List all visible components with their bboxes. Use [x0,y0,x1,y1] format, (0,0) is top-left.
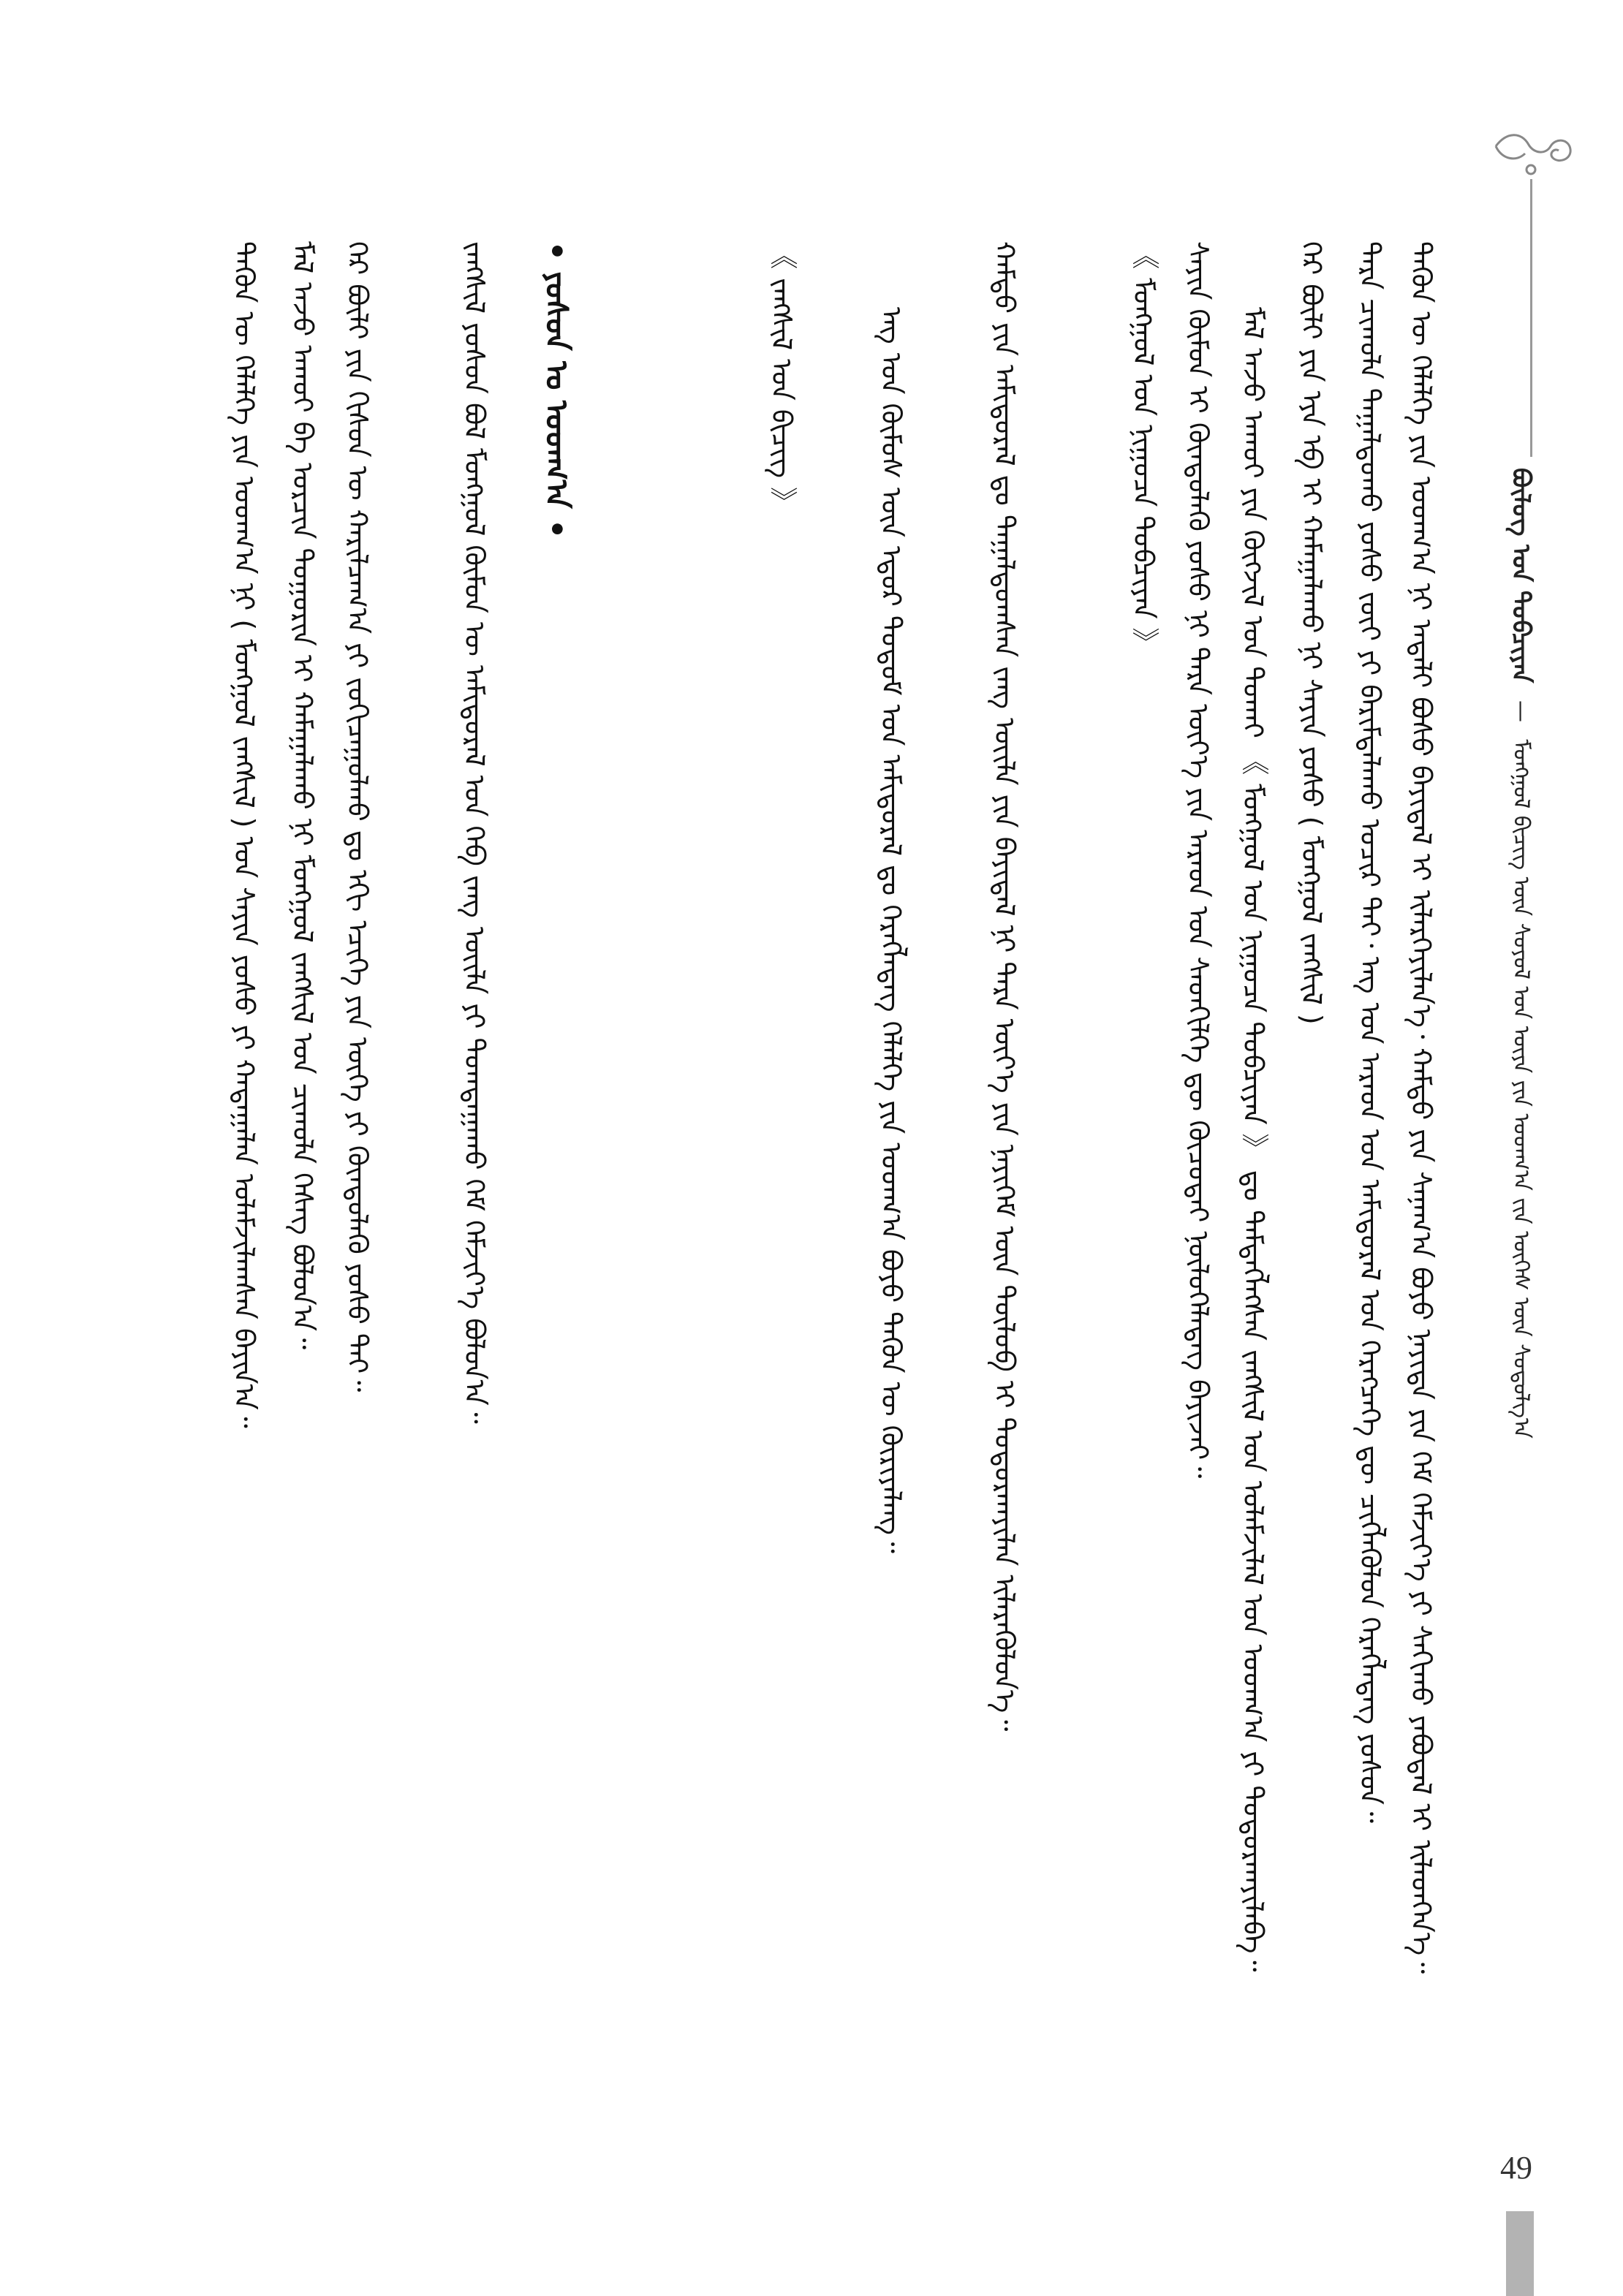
text-column: ᠭᠡᠷ ᠪᠦᠯᠢ ᠶᠢᠨ ᠭᠢᠰᠦᠨ ᠦ ᠬᠠᠷᠢᠯᠴᠠᠭ᠎ᠠ ᠶᠢ ᠵᠣᠬᠢᠴᠠᠭᠤᠯᠬᠤ ᠳᠤ ᠡᠬᠢ ᠡᠴᠢᠭᠡ ᠶᠢᠨ ᠦᠭᠡ ᠶᠢ ᠬᠦᠨᠳᠦᠯᠡᠬᠦ ᠶᠣᠰᠣ ᠲᠠᠢ᠃ [341,241,374,1393]
text-column: 《 ᠵᠠᠩᠰᠢᠯ ᠤᠨ ᠪᠢᠴᠢᠭ 》 [765,241,798,515]
running-header-chapter: ᠪᠦᠯᠦᠭ ᠤᠨ ᠲᠣᠪᠴᠢᠶᠠᠨ [1506,468,1535,683]
text-column: ᠲᠡᠭᠦᠨ ᠦ ᠬᠡᠯᠡᠯᠭᠡ ᠶᠢᠨ ᠤᠳᠬ᠎ᠠ ᠨᠢ ᠠᠳᠠᠯᠢ ᠪᠤᠰᠤ ᠪᠠᠶᠢᠳᠠᠯ ᠢ ᠢᠯᠡᠷᠬᠡᠶᠢᠯᠡᠨ᠎ᠡ᠂ ᠬᠠᠮᠲᠤ ᠶᠢᠨ ᠰᠠᠨᠠᠭ᠎ᠠ ᠪᠤᠶᠤ ᠨᠡᠶᠢᠲᠡ ᠶᠢᠨ ᠬᠡᠮ ᠬᠡᠮᠵᠢᠶ᠎ᠡ ᠶᠢ ᠰᠠᠬᠢᠬᠤ ᠶᠠᠪᠤᠳᠠᠯ ᠢ ᠢᠯᠡᠳᠬᠡᠨ᠎ᠡ᠃ [1405,241,1437,1974]
text-column: ᠵᠠᠩᠰᠢᠯ ᠶᠣᠰᠣᠨ ᠪᠣᠯ ᠮᠣᠩᠭᠣᠯ ᠬᠦᠮᠦᠨ ᠦ ᠠᠮᠢᠳᠤᠷᠠᠯ ᠤᠨ ᠬᠡᠪ ᠵᠠᠩ ᠦᠢᠯᠡ ᠶᠢ ᠲᠣᠭᠲᠠᠭᠠᠬᠤ ᠬᠡᠮ ᠬᠡᠮᠵᠢᠶ᠎ᠡ ᠪᠣᠯᠤᠨ᠎ᠠ᠃ [458,241,491,1424]
running-header-title: ᠮᠣᠩᠭᠣᠯ ᠪᠢᠴᠢᠭ ᠦᠨ ᠰᠣᠶᠣᠯ ᠤᠨ ᠦᠶᠡ ᠶᠢᠨ ᠤᠳᠬ᠎ᠠ ᠵᠢᠨ ᠦᠭᠡᠰ ᠦᠨ ᠰᠤᠳᠤᠯᠭ᠎ᠠ [1508,739,1534,1439]
running-header [1499,468,1543,1439]
text-column: ᠰᠠᠶᠢᠨ ᠬᠦᠮᠦᠨ ᠢ ᠬᠦᠨᠳᠦᠯᠡᠬᠦ ᠶᠣᠰᠣ ᠨᠢ ᠲᠡᠷᠡ ᠦᠶ᠎ᠡ ᠶᠢᠨ ᠠᠷᠠᠳ ᠤᠨ ᠰᠡᠳᠬᠢᠯᠭᠡ ᠳᠦ ᠬᠦᠴᠦᠲᠡᠢ ᠨᠥᠯᠦᠭᠡᠯᠡᠳᠡᠭ ᠪᠠᠶᠢᠵᠠᠢ᠃ [1182,241,1214,1479]
text-column: ᠬᠠᠮᠲᠤ ᠶᠢᠨ ᠠᠮᠢᠳᠤᠷᠠᠯ ᠳᠤ ᠳᠠᠭᠠᠯᠳᠤᠭᠰᠠᠨ ᠵᠠᠩ ᠦᠢᠯᠡ ᠶᠢᠨ ᠪᠠᠶᠢᠳᠠᠯ ᠨᠢ ᠲᠡᠷᠡ ᠦᠶ᠎ᠡ ᠶᠢᠨ ᠨᠡᠶᠢᠭᠡᠮ ᠦᠨ ᠲᠥᠯᠥᠪ ᠢ ᠲᠣᠳᠤᠷᠬᠠᠶᠢᠯᠠᠨ ᠢᠯᠡᠷᠡᠭᠦᠯᠦᠨ᠎ᠡ᠃ [988,241,1021,1732]
text-column: ᠮᠠᠯ ᠠᠵᠤ ᠠᠬᠤᠢ ᠶᠢᠨ ᠬᠥᠭᠵᠢᠯ ᠤᠨ ᠲᠤᠬᠠᠢ 《 ᠮᠣᠩᠭᠣᠯ ᠤᠨ ᠨᠢᠭᠤᠴᠠ ᠲᠣᠪᠴᠢᠶᠠᠨ 》 ᠳᠤ ᠲᠡᠮᠳᠡᠭᠯᠡᠭᠰᠡᠨ ᠵᠠᠩᠰᠢᠯ ᠤᠨ ᠤᠯᠠᠮᠵᠢᠯᠠᠯ ᠤᠨ ᠤᠳᠬ᠎ᠠ ᠶᠢ ᠲᠣᠳᠤᠷᠬᠠᠶᠢᠯᠠᠪᠠ᠃ [1237,307,1269,1972]
section-heading: • ᠶᠣᠰᠣᠨ ᠤ ᠤᠳᠬ᠎ᠠ • [539,241,575,539]
header-rule [1530,179,1532,457]
running-header-dash: — [1508,700,1534,722]
scroll-ornament-icon [1488,117,1576,183]
text-column: 《 ᠮᠣᠩᠭᠣᠯ ᠤᠨ ᠨᠢᠭᠤᠴᠠ ᠲᠣᠪᠴᠢᠶᠠᠨ 》 [1127,241,1159,656]
text-column: ᠲᠡᠷᠡ ᠴᠢᠬᠤᠯᠠ ᠳᠠᠭᠠᠯᠳᠤᠬᠤ ᠶᠣᠰᠤ ᠵᠦᠢ ᠶᠢ ᠪᠠᠷᠢᠮᠲᠠᠯᠠᠬᠤ ᠤᠴᠢᠷ ᠲᠠᠢ᠂ ᠡᠩ ᠤᠨ ᠠᠷᠠᠳ ᠤᠨ ᠠᠮᠢᠳᠤᠷᠠᠯ ᠤᠨ ᠬᠡᠷᠡᠭᠴᠡᠭᠡ ᠳᠦ ᠴᠢᠭᠯᠡᠭᠦᠯᠦᠨ ᠬᠡᠷᠡᠭᠯᠡᠳᠡᠭ ᠶᠣᠰᠣᠨ᠃ [1354,241,1386,1824]
text-column: ᠡᠩ ᠤᠨ ᠬᠦᠮᠦᠰ ᠦᠨ ᠡᠳᠦᠷ ᠲᠤᠲᠤᠮ ᠤᠨ ᠠᠮᠢᠳᠤᠷᠠᠯ ᠳᠤ ᠬᠡᠷᠡᠭᠯᠡᠳᠡᠭ ᠬᠡᠯᠡᠯᠭᠡ ᠶᠢᠨ ᠤᠳᠬ᠎ᠠ ᠪᠤᠶᠤ ᠲᠡᠭᠦᠨ ᠦ ᠬᠦᠷᠢᠶᠡᠯᠡᠩ᠃ [875,307,907,1553]
text-column: ᠮᠠᠯ ᠠᠵᠤ ᠠᠬᠤᠢ ᠪᠠ ᠣᠷᠴᠢᠨ ᠲᠣᠭᠣᠷᠢᠨ ᠢ ᠬᠠᠮᠠᠭᠠᠯᠠᠬᠤ ᠨᠢ ᠮᠣᠩᠭᠣᠯ ᠵᠠᠩᠰᠢᠯ ᠤᠨ ᠴᠢᠬᠤᠯᠠ ᠬᠡᠰᠡᠭ ᠪᠣᠯᠤᠨ᠎ᠠ᠃ [287,241,319,1350]
text-column: ᠲᠡᠭᠦᠨ ᠦ ᠬᠡᠯᠡᠯᠭᠡ ᠶᠢᠨ ᠤᠳᠬ᠎ᠠ ᠨᠢ ( ᠮᠣᠩᠭᠣᠯ ᠵᠠᠩᠰᠢᠯ ) ᠤᠨ ᠰᠠᠶᠢᠨ ᠶᠣᠰᠣ ᠶᠢ ᠬᠠᠳᠠᠭᠠᠯᠠᠨ ᠤᠯᠠᠮᠵᠢᠯᠠᠭᠰᠠᠨ ᠪᠠᠶᠢᠨ᠎ᠠ᠃ [228,241,260,1428]
side-tab [1506,2211,1534,2296]
page-number: 49 [1500,2150,1532,2186]
text-column: ᠭᠡᠷ ᠪᠦᠯᠢ ᠶᠢᠨ ᠡᠶᠡ ᠡᠪ ᠢ ᠬᠠᠮᠠᠭᠠᠯᠠᠬᠤ ᠨᠢ ᠰᠠᠶᠢᠨ ᠶᠣᠰᠣ ( ᠮᠣᠩᠭᠣᠯ ᠵᠠᠩᠰᠢᠯ ) [1295,241,1328,1025]
